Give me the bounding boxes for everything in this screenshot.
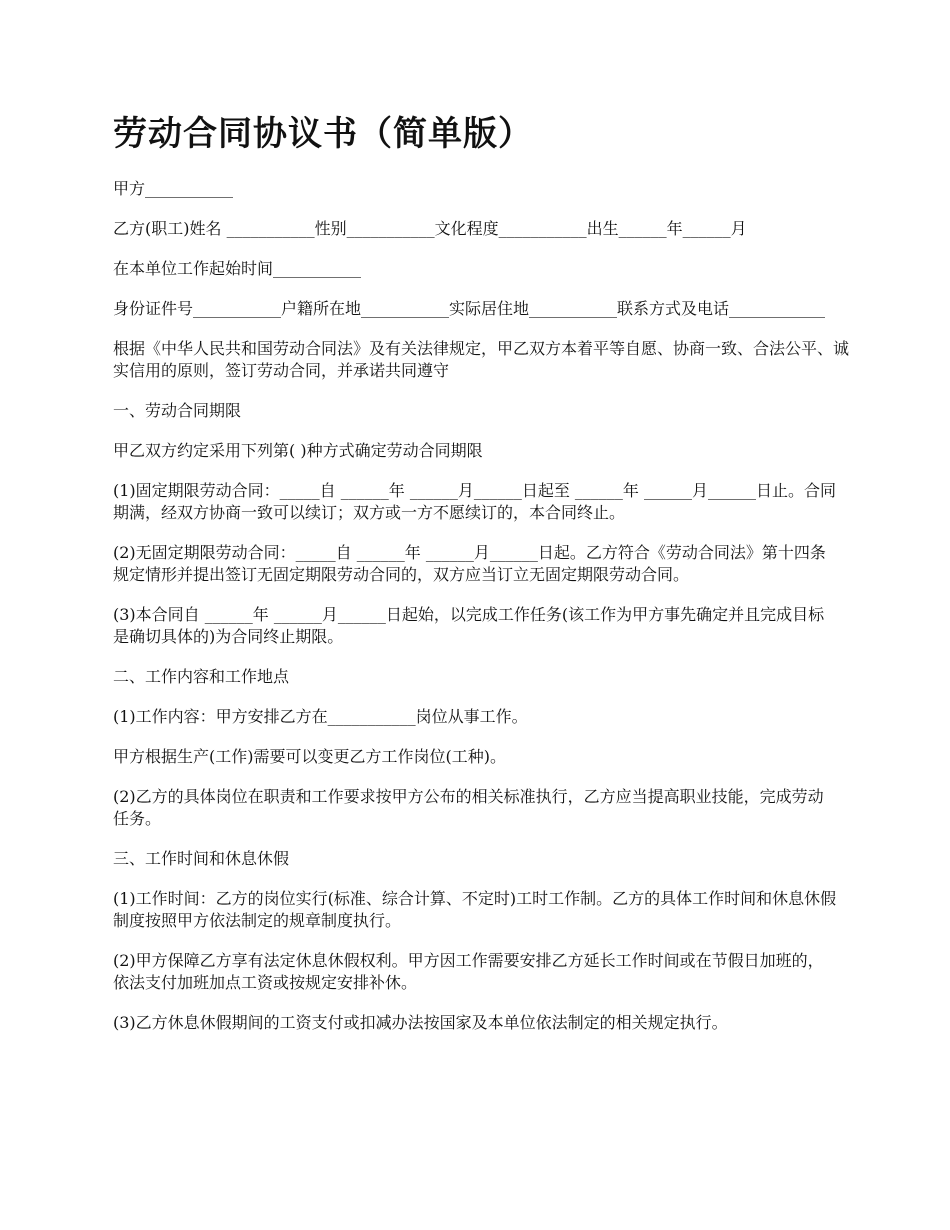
task-term-clause: (3)本合同自 ______年 ______月______日起始，以完成工作任务(该工作为甲方事先确定并且完成目标是确切具体的)为合同终止期限。 [113,605,825,646]
term-method-line: 甲乙双方约定采用下列第( )种方式确定劳动合同期限 [113,441,483,460]
start-date-line: 在本单位工作起始时间___________ [113,259,362,278]
party-b-info-line: 乙方(职工)姓名 ___________性别___________文化程度___________出生______年______月 [113,219,747,238]
working-hours-clause: (1)工作时间：乙方的岗位实行(标准、综合计算、不定时)工时工作制。乙方的具体工作时间和休息休假制度按照甲方依法制定的规章制度执行。 [113,889,837,930]
work-content-clause: (1)工作内容：甲方安排乙方在___________岗位从事工作。 [113,707,528,726]
rest-leave-clause: (2)甲方保障乙方享有法定休息休假权利。甲方因工作需要安排乙方延长工作时间或在节假日加班的，依法支付加班加点工资或按规定安排补休。 [113,951,824,992]
section-heading-work: 二、工作内容和工作地点 [113,667,290,686]
document-page [113,112,853,1052]
preamble-paragraph: 根据《中华人民共和国劳动合同法》及有关法律规定，甲乙双方本着平等自愿、协商一致、合法公平、诚实信用的原则，签订劳动合同，并承诺共同遵守 [113,339,850,380]
leave-pay-clause: (3)乙方休息休假期间的工资支付或扣减办法按国家及本单位依法制定的相关规定执行。 [113,1013,728,1032]
fixed-term-clause: (1)固定期限劳动合同：_____自 ______年 ______月______日起至 ______年 ______月______日止。合同期满，经双方协商一致可以续订；双方或一方不愿续订的，本合同终止。 [113,481,837,522]
position-duties-clause: (2)乙方的具体岗位在职责和工作要求按甲方公布的相关标准执行，乙方应当提高职业技能，完成劳动任务。 [113,787,824,828]
open-term-clause: (2)无固定期限劳动合同：_____自 ______年 ______月______日起。乙方符合《劳动合同法》第十四条规定情形并提出签订无固定期限劳动合同的，双方应当订立无固定期限劳动合同。 [113,543,826,584]
section-heading-hours: 三、工作时间和休息休假 [113,849,290,868]
party-a-line: 甲方___________ [113,179,234,198]
document-title: 劳动合同协议书（简单版） [113,114,533,154]
section-heading-term: 一、劳动合同期限 [113,401,242,420]
id-and-contact-line: 身份证件号___________户籍所在地___________实际居住地___________联系方式及电话____________ [113,299,826,318]
position-change-clause: 甲方根据生产(工作)需要可以变更乙方工作岗位(工种)。 [113,747,506,766]
